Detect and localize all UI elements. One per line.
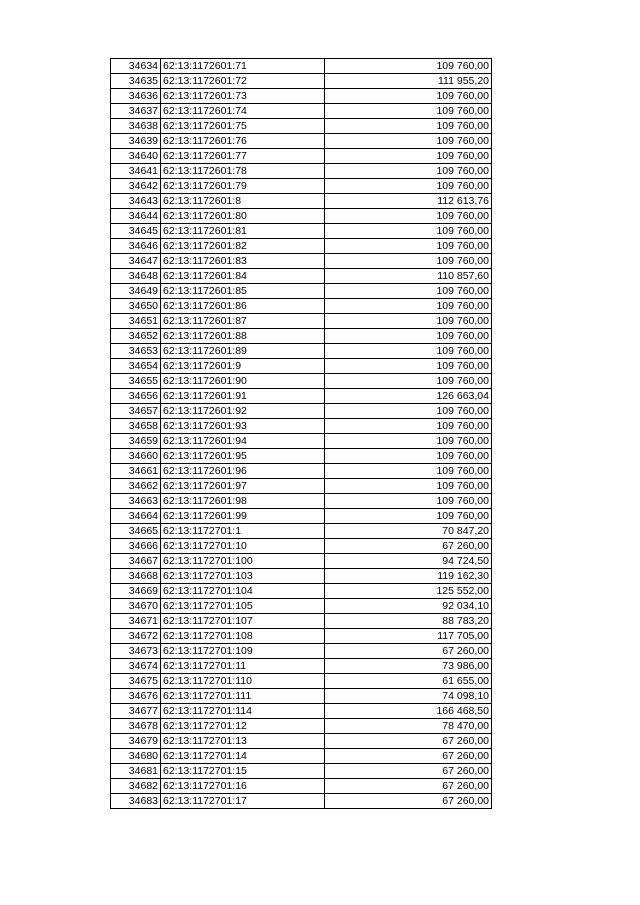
cadastral-number-cell: 62:13:1172701:109 [161,644,325,659]
row-number-cell: 34675 [111,674,161,689]
cadastral-value-cell: 109 760,00 [325,449,492,464]
cadastral-value-cell: 109 760,00 [325,464,492,479]
row-number-cell: 34672 [111,629,161,644]
cadastral-value-cell: 109 760,00 [325,404,492,419]
cadastral-value-cell: 67 260,00 [325,794,492,809]
cadastral-number-cell: 62:13:1172701:16 [161,779,325,794]
cadastral-number-cell: 62:13:1172701:107 [161,614,325,629]
row-number-cell: 34656 [111,389,161,404]
cadastral-number-cell: 62:13:1172701:11 [161,659,325,674]
cadastral-value-cell: 67 260,00 [325,764,492,779]
row-number-cell: 34634 [111,59,161,74]
cadastral-number-cell: 62:13:1172701:114 [161,704,325,719]
cadastral-number-cell: 62:13:1172601:95 [161,449,325,464]
cadastral-value-cell: 109 760,00 [325,494,492,509]
cadastral-value-cell: 109 760,00 [325,344,492,359]
table-row [111,779,492,794]
cadastral-value-cell: 110 857,60 [325,269,492,284]
cadastral-number-cell: 62:13:1172701:15 [161,764,325,779]
table-row [111,344,492,359]
cadastral-number-cell: 62:13:1172601:9 [161,359,325,374]
cadastral-number-cell: 62:13:1172701:12 [161,719,325,734]
cadastral-value-cell: 78 470,00 [325,719,492,734]
cadastral-value-cell: 109 760,00 [325,254,492,269]
cadastral-value-cell: 70 847,20 [325,524,492,539]
cadastral-number-cell: 62:13:1172601:76 [161,134,325,149]
row-number-cell: 34648 [111,269,161,284]
table-row [111,359,492,374]
cadastral-number-cell: 62:13:1172701:111 [161,689,325,704]
cadastral-value-cell: 109 760,00 [325,479,492,494]
cadastral-number-cell: 62:13:1172601:90 [161,374,325,389]
table-row [111,269,492,284]
table-row [111,224,492,239]
row-number-cell: 34636 [111,89,161,104]
table-row [111,494,492,509]
row-number-cell: 34659 [111,434,161,449]
table-row [111,449,492,464]
row-number-cell: 34664 [111,509,161,524]
cadastral-value-cell: 109 760,00 [325,299,492,314]
cadastral-number-cell: 62:13:1172601:87 [161,314,325,329]
cadastral-number-cell: 62:13:1172601:74 [161,104,325,119]
row-number-cell: 34680 [111,749,161,764]
table-row [111,74,492,89]
row-number-cell: 34652 [111,329,161,344]
cadastral-number-cell: 62:13:1172601:93 [161,419,325,434]
cadastral-number-cell: 62:13:1172701:13 [161,734,325,749]
cadastral-number-cell: 62:13:1172601:80 [161,209,325,224]
row-number-cell: 34661 [111,464,161,479]
cadastral-value-cell: 67 260,00 [325,734,492,749]
table-row [111,89,492,104]
cadastral-value-cell: 109 760,00 [325,134,492,149]
cadastral-value-cell: 109 760,00 [325,149,492,164]
table-row [111,764,492,779]
table-row [111,794,492,809]
table-row [111,419,492,434]
table-row [111,119,492,134]
cadastral-number-cell: 62:13:1172601:81 [161,224,325,239]
cadastral-value-cell: 73 986,00 [325,659,492,674]
row-number-cell: 34678 [111,719,161,734]
table-row [111,164,492,179]
row-number-cell: 34665 [111,524,161,539]
row-number-cell: 34639 [111,134,161,149]
table-row [111,149,492,164]
table-row [111,704,492,719]
cadastral-value-cell: 117 705,00 [325,629,492,644]
cadastral-value-cell: 109 760,00 [325,374,492,389]
row-number-cell: 34663 [111,494,161,509]
table-row [111,299,492,314]
cadastral-number-cell: 62:13:1172701:100 [161,554,325,569]
row-number-cell: 34670 [111,599,161,614]
cadastral-number-cell: 62:13:1172601:91 [161,389,325,404]
cadastral-number-cell: 62:13:1172701:14 [161,749,325,764]
cadastral-number-cell: 62:13:1172601:79 [161,179,325,194]
table-row [111,434,492,449]
row-number-cell: 34641 [111,164,161,179]
cadastral-value-cell: 88 783,20 [325,614,492,629]
cadastral-number-cell: 62:13:1172601:92 [161,404,325,419]
cadastral-value-cell: 109 760,00 [325,104,492,119]
cadastral-value-cell: 109 760,00 [325,329,492,344]
cadastral-number-cell: 62:13:1172601:71 [161,59,325,74]
cadastral-number-cell: 62:13:1172601:96 [161,464,325,479]
table-row [111,554,492,569]
row-number-cell: 34650 [111,299,161,314]
row-number-cell: 34666 [111,539,161,554]
row-number-cell: 34654 [111,359,161,374]
cadastral-number-cell: 62:13:1172601:82 [161,239,325,254]
cadastral-value-cell: 109 760,00 [325,224,492,239]
cadastral-number-cell: 62:13:1172601:72 [161,74,325,89]
row-number-cell: 34658 [111,419,161,434]
row-number-cell: 34669 [111,584,161,599]
table-row [111,254,492,269]
cadastral-number-cell: 62:13:1172601:98 [161,494,325,509]
row-number-cell: 34662 [111,479,161,494]
table-row [111,614,492,629]
table-row [111,314,492,329]
row-number-cell: 34644 [111,209,161,224]
cadastral-number-cell: 62:13:1172601:88 [161,329,325,344]
cadastral-value-cell: 94 724,50 [325,554,492,569]
cadastral-number-cell: 62:13:1172601:84 [161,269,325,284]
cadastral-value-cell: 125 552,00 [325,584,492,599]
cadastral-value-cell: 109 760,00 [325,284,492,299]
cadastral-number-cell: 62:13:1172701:10 [161,539,325,554]
cadastral-value-cell: 109 760,00 [325,119,492,134]
table-row [111,644,492,659]
cadastral-number-cell: 62:13:1172601:77 [161,149,325,164]
cadastral-value-cell: 126 663,04 [325,389,492,404]
table-body [111,59,492,809]
row-number-cell: 34668 [111,569,161,584]
table-row [111,374,492,389]
row-number-cell: 34638 [111,119,161,134]
table-row [111,539,492,554]
row-number-cell: 34677 [111,704,161,719]
cadastral-value-cell: 109 760,00 [325,209,492,224]
cadastral-value-cell: 109 760,00 [325,359,492,374]
row-number-cell: 34673 [111,644,161,659]
cadastral-value-cell: 109 760,00 [325,509,492,524]
table-row [111,239,492,254]
cadastral-value-cell: 74 098,10 [325,689,492,704]
cadastral-number-cell: 62:13:1172601:85 [161,284,325,299]
cadastral-number-cell: 62:13:1172601:83 [161,254,325,269]
cadastral-number-cell: 62:13:1172701:103 [161,569,325,584]
cadastral-value-cell: 119 162,30 [325,569,492,584]
row-number-cell: 34660 [111,449,161,464]
table-row [111,134,492,149]
cadastral-value-cell: 109 760,00 [325,239,492,254]
row-number-cell: 34645 [111,224,161,239]
row-number-cell: 34667 [111,554,161,569]
cadastral-value-table [110,58,492,809]
row-number-cell: 34657 [111,404,161,419]
cadastral-value-cell: 67 260,00 [325,779,492,794]
cadastral-value-cell: 67 260,00 [325,749,492,764]
row-number-cell: 34647 [111,254,161,269]
row-number-cell: 34637 [111,104,161,119]
row-number-cell: 34655 [111,374,161,389]
table-row [111,209,492,224]
table-row [111,629,492,644]
table-row [111,719,492,734]
table-row [111,689,492,704]
table-row [111,509,492,524]
table-row [111,734,492,749]
row-number-cell: 34671 [111,614,161,629]
row-number-cell: 34635 [111,74,161,89]
table-row [111,104,492,119]
cadastral-number-cell: 62:13:1172601:73 [161,89,325,104]
cadastral-number-cell: 62:13:1172701:105 [161,599,325,614]
cadastral-number-cell: 62:13:1172701:17 [161,794,325,809]
row-number-cell: 34653 [111,344,161,359]
cadastral-number-cell: 62:13:1172701:1 [161,524,325,539]
table-row [111,584,492,599]
cadastral-value-cell: 109 760,00 [325,419,492,434]
cadastral-number-cell: 62:13:1172601:94 [161,434,325,449]
row-number-cell: 34683 [111,794,161,809]
row-number-cell: 34681 [111,764,161,779]
cadastral-value-cell: 61 655,00 [325,674,492,689]
cadastral-value-cell: 109 760,00 [325,164,492,179]
cadastral-value-cell: 67 260,00 [325,539,492,554]
row-number-cell: 34643 [111,194,161,209]
cadastral-value-cell: 112 613,76 [325,194,492,209]
cadastral-value-cell: 109 760,00 [325,434,492,449]
cadastral-number-cell: 62:13:1172701:110 [161,674,325,689]
table-row [111,569,492,584]
cadastral-number-cell: 62:13:1172601:8 [161,194,325,209]
cadastral-value-cell: 67 260,00 [325,644,492,659]
table-row [111,59,492,74]
table-row [111,464,492,479]
table-row [111,329,492,344]
table-row [111,524,492,539]
table-row [111,674,492,689]
table-row [111,599,492,614]
table-row [111,179,492,194]
cadastral-number-cell: 62:13:1172601:75 [161,119,325,134]
row-number-cell: 34649 [111,284,161,299]
row-number-cell: 34640 [111,149,161,164]
table-row [111,284,492,299]
table-row [111,404,492,419]
cadastral-number-cell: 62:13:1172701:108 [161,629,325,644]
table-row [111,749,492,764]
cadastral-value-cell: 92 034,10 [325,599,492,614]
row-number-cell: 34646 [111,239,161,254]
row-number-cell: 34651 [111,314,161,329]
row-number-cell: 34676 [111,689,161,704]
row-number-cell: 34682 [111,779,161,794]
cadastral-value-cell: 109 760,00 [325,179,492,194]
row-number-cell: 34674 [111,659,161,674]
cadastral-value-cell: 109 760,00 [325,59,492,74]
cadastral-number-cell: 62:13:1172601:78 [161,164,325,179]
cadastral-number-cell: 62:13:1172601:97 [161,479,325,494]
cadastral-number-cell: 62:13:1172601:89 [161,344,325,359]
table-row [111,194,492,209]
table-row [111,479,492,494]
cadastral-value-cell: 166 468,50 [325,704,492,719]
cadastral-value-cell: 109 760,00 [325,89,492,104]
cadastral-value-cell: 111 955,20 [325,74,492,89]
cadastral-value-cell: 109 760,00 [325,314,492,329]
row-number-cell: 34679 [111,734,161,749]
row-number-cell: 34642 [111,179,161,194]
cadastral-number-cell: 62:13:1172601:86 [161,299,325,314]
cadastral-number-cell: 62:13:1172701:104 [161,584,325,599]
cadastral-number-cell: 62:13:1172601:99 [161,509,325,524]
table-row [111,659,492,674]
table-row [111,389,492,404]
